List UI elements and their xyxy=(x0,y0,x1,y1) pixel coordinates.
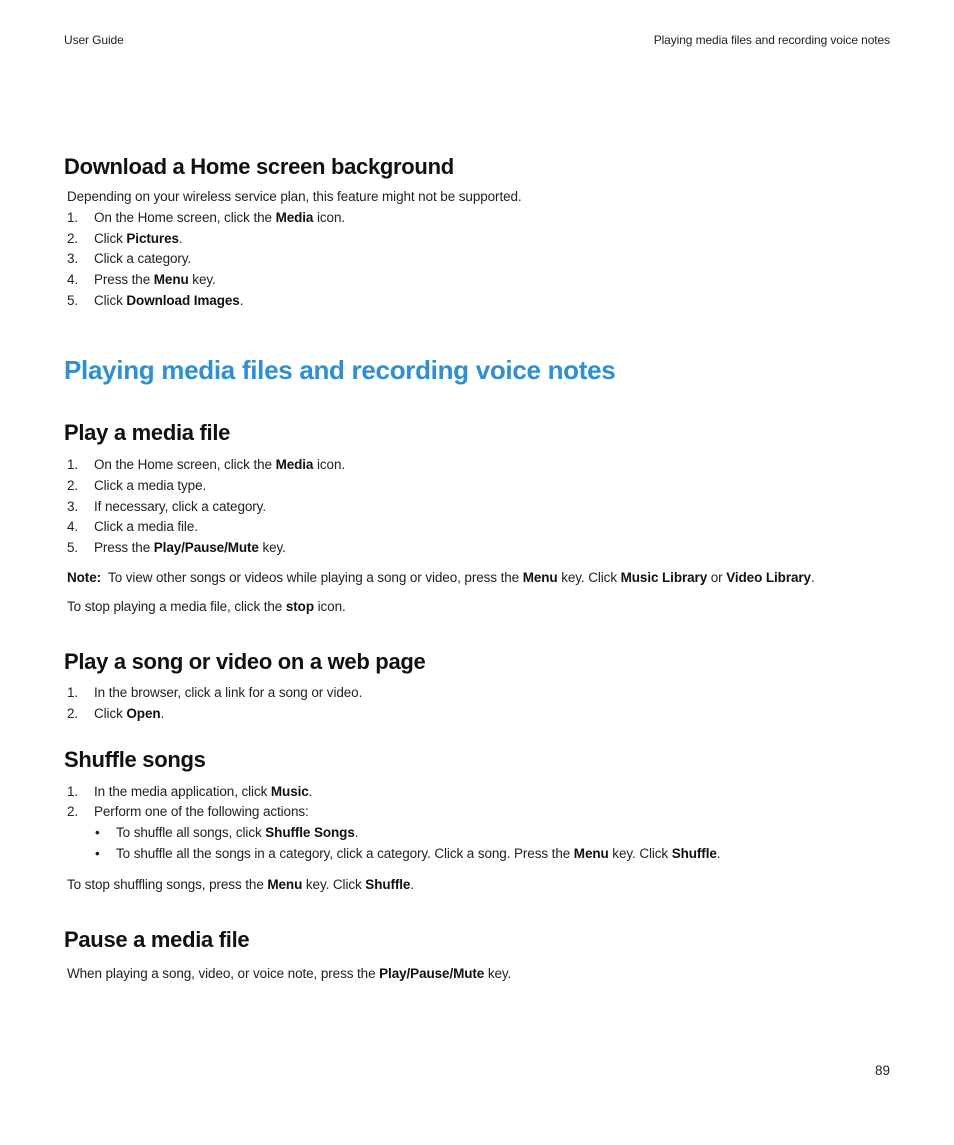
page-number: 89 xyxy=(874,1063,890,1078)
step-item xyxy=(67,210,345,230)
note-text: key. Click xyxy=(557,570,621,585)
step-item xyxy=(67,457,345,477)
body-text: key. xyxy=(484,966,512,981)
body-text: key. Click xyxy=(302,877,366,892)
step-number: 1. xyxy=(67,457,79,472)
running-header-right: Playing media files and recording voice notes xyxy=(653,33,890,47)
step-text: In the media application, click xyxy=(94,784,271,799)
step-number: 2. xyxy=(67,804,79,819)
ui-term: Shuffle xyxy=(365,877,411,892)
bullet-text: . xyxy=(716,846,721,861)
ui-term: stop xyxy=(285,599,314,614)
step-text: key. xyxy=(188,272,216,287)
stop-shuffle-instruction xyxy=(67,877,414,892)
ui-term: Music Library xyxy=(620,570,708,585)
step-item xyxy=(67,272,216,292)
step-text: Click a media file. xyxy=(94,519,198,534)
body-text: When playing a song, video, or voice note, press the xyxy=(67,966,380,981)
body-text: icon. xyxy=(313,599,346,614)
step-text: Click a category. xyxy=(94,251,192,266)
step-number: 2. xyxy=(67,706,79,721)
ui-term: Media xyxy=(275,210,314,225)
step-text: Press the xyxy=(94,272,154,287)
step-text: icon. xyxy=(313,210,346,225)
step-text: Click xyxy=(94,706,127,721)
bullet-icon: • xyxy=(95,825,100,840)
step-item xyxy=(67,478,206,498)
note-paragraph xyxy=(67,570,815,585)
step-item xyxy=(67,231,183,251)
step-text: key. xyxy=(258,540,286,555)
ui-term: Play/Pause/Mute xyxy=(153,540,259,555)
step-text: Click a media type. xyxy=(94,478,207,493)
step-item xyxy=(67,499,266,519)
step-text: . xyxy=(308,784,313,799)
ui-term: Menu xyxy=(153,272,189,287)
step-number: 1. xyxy=(67,685,79,700)
ui-term: Open xyxy=(126,706,161,721)
section-heading-download-background: Download a Home screen background xyxy=(64,154,454,179)
step-text: If necessary, click a category. xyxy=(94,499,266,514)
section-heading-pause-media-file: Pause a media file xyxy=(64,927,250,952)
pause-instruction xyxy=(67,966,511,981)
step-item xyxy=(67,685,362,705)
ui-term: Menu xyxy=(522,570,558,585)
step-text: On the Home screen, click the xyxy=(94,457,276,472)
step-number: 2. xyxy=(67,478,79,493)
step-text: Perform one of the following actions: xyxy=(94,804,309,819)
step-item xyxy=(67,293,243,313)
step-text: . xyxy=(239,293,244,308)
section-intro: Depending on your wireless service plan, this feature might not be supported. xyxy=(67,189,522,204)
step-text: Click xyxy=(94,293,127,308)
step-item xyxy=(67,519,198,539)
ui-term: Shuffle Songs xyxy=(265,825,355,840)
ui-term: Menu xyxy=(267,877,303,892)
section-heading-play-web: Play a song or video on a web page xyxy=(64,649,426,674)
ui-term: Menu xyxy=(573,846,609,861)
step-text: Click xyxy=(94,231,127,246)
ui-term: Video Library xyxy=(726,570,811,585)
step-number: 4. xyxy=(67,272,79,287)
running-header-left: User Guide xyxy=(64,33,124,47)
note-text: or xyxy=(707,570,727,585)
step-item xyxy=(67,251,191,271)
note-text: To view other songs or videos while playing a song or video, press the xyxy=(101,570,523,585)
step-number: 1. xyxy=(67,784,79,799)
bullet-item xyxy=(95,825,358,840)
step-text: . xyxy=(160,706,165,721)
bullet-text: To shuffle all songs, click xyxy=(116,825,266,840)
ui-term: Play/Pause/Mute xyxy=(379,966,485,981)
step-number: 5. xyxy=(67,540,79,555)
stop-instruction xyxy=(67,599,346,614)
body-text: To stop shuffling songs, press the xyxy=(67,877,268,892)
step-number: 3. xyxy=(67,499,79,514)
step-number: 1. xyxy=(67,210,79,225)
step-text: In the browser, click a link for a song or video. xyxy=(94,685,363,700)
step-text: On the Home screen, click the xyxy=(94,210,276,225)
bullet-item xyxy=(95,846,720,861)
chapter-title: Playing media files and recording voice notes xyxy=(64,355,616,385)
section-heading-play-media-file: Play a media file xyxy=(64,420,231,445)
bullet-text: . xyxy=(354,825,359,840)
step-number: 2. xyxy=(67,231,79,246)
ui-term: Shuffle xyxy=(671,846,717,861)
step-item xyxy=(67,706,164,726)
body-text: . xyxy=(410,877,415,892)
step-item xyxy=(67,804,309,824)
note-label: Note: xyxy=(67,570,101,585)
bullet-text: key. Click xyxy=(608,846,672,861)
step-text: . xyxy=(178,231,183,246)
ui-term: Music xyxy=(270,784,309,799)
ui-term: Download Images xyxy=(126,293,240,308)
step-text: icon. xyxy=(313,457,346,472)
bullet-text: To shuffle all the songs in a category, click a category. Click a song. Press the xyxy=(116,846,574,861)
note-text: . xyxy=(810,570,815,585)
ui-term: Pictures xyxy=(126,231,179,246)
step-item xyxy=(67,540,286,560)
step-number: 3. xyxy=(67,251,79,266)
step-number: 4. xyxy=(67,519,79,534)
section-heading-shuffle-songs: Shuffle songs xyxy=(64,747,206,772)
step-text: Press the xyxy=(94,540,154,555)
bullet-icon: • xyxy=(95,846,100,861)
step-number: 5. xyxy=(67,293,79,308)
ui-term: Media xyxy=(275,457,314,472)
step-item xyxy=(67,784,312,804)
body-text: To stop playing a media file, click the xyxy=(67,599,286,614)
